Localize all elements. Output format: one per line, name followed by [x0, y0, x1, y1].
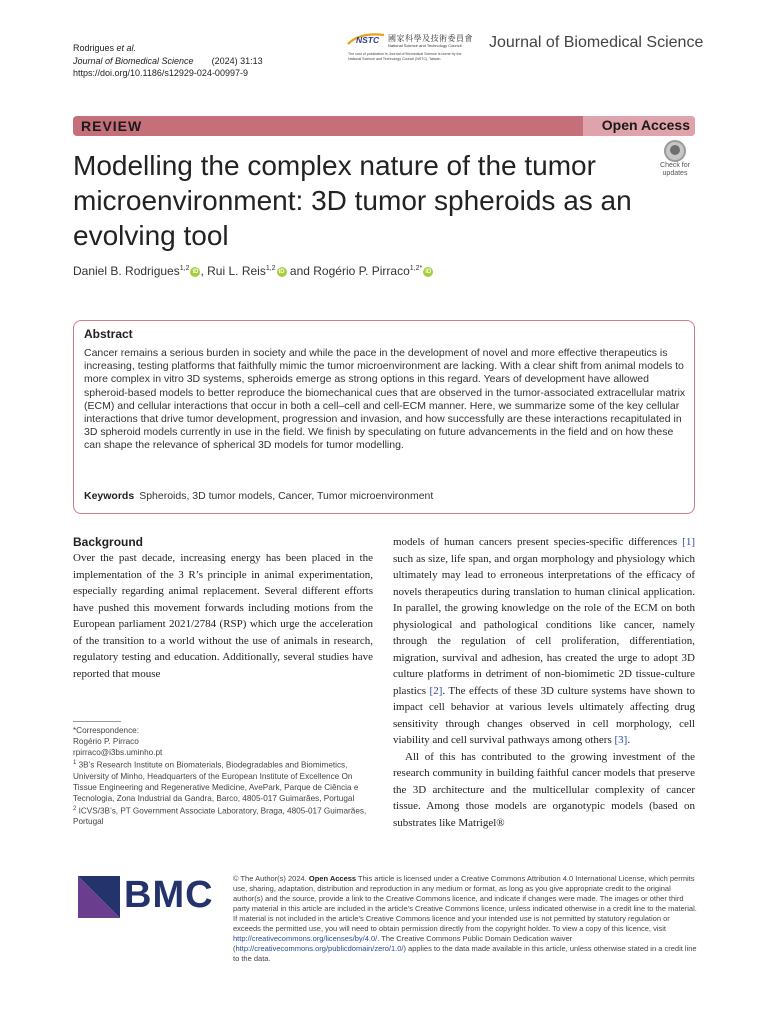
- author-separator: and: [286, 264, 314, 278]
- author-name[interactable]: Daniel B. Rodrigues: [73, 264, 180, 278]
- affiliation-2: $^2$ ICVS/3B’s, PT Government Associate Laboratory, Braga, 4805-017 Guimarães, Portugal: [73, 805, 367, 827]
- affiliation-1: $^1$ 3B’s Research Institute on Biomaterials, Biodegradables and Biomimetics, University of Minho, Headquarters of the European Institute of Excellence On Tissue Engineering and Regenerative Medicine, AvePark, Parque de Ciência e Tecnologia, Zona Industrial da Gandra, Barco, 4805-017 Guimarães, Portugal: [73, 760, 359, 803]
- author-name[interactable]: Rogério P. Pirraco: [313, 264, 410, 278]
- citation-link[interactable]: [3]: [614, 734, 628, 746]
- author-affiliation: 1,2: [265, 265, 276, 272]
- author-list: [73, 264, 433, 278]
- abstract-heading: Abstract: [84, 327, 133, 341]
- license-statement: © The Author(s) 2024. Open Access This article is licensed under a Creative Commons Attribution 4.0 International License, which permits use, sharing, adaptation, distribution and reproduction in any medium or format, as long as you give appropriate credit to the original author(s) and the source, provide a link to the Creative Commons licence, and indicate if changes were made. The images or other third party material in this article are included in the article’s Creative Commons licence, unless indicated otherwise in a credit line to the material. If material is not included in the article’s Creative Commons licence and your intended use is not permitted by statutory regulation or exceeds the permitted use, you will need to obtain permission directly from the copyright holder. To view a copy of this licence, visit http://creativecommons.org/licenses/by/4.0/. The Creative Commons Public Domain Dedication waiver (http://creativecommons.org/publicdomain/zero/1.0/) applies to the data made available in this article, unless otherwise stated in a credit line to the data.: [233, 874, 697, 963]
- et-al: et al.: [114, 43, 137, 53]
- correspondence-email[interactable]: rpirraco@i3bs.uminho.pt: [73, 748, 163, 757]
- footnote-divider: [73, 721, 121, 722]
- bmc-logo: [78, 876, 218, 918]
- article-type-label: REVIEW: [81, 118, 143, 134]
- journal-ref: Journal of Biomedical Science: [73, 55, 194, 66]
- year-volume: (2024) 31:13: [211, 55, 263, 66]
- open-access-label: Open Access: [601, 117, 690, 133]
- keywords: [84, 490, 433, 502]
- orcid-icon[interactable]: iD: [192, 268, 199, 275]
- citation-link[interactable]: [1]: [682, 536, 695, 548]
- correspondence-label: *Correspondence:: [73, 726, 139, 735]
- check-for-updates-button[interactable]: [655, 140, 695, 180]
- author-affiliation: 1,2: [179, 265, 190, 272]
- check-updates-icon: [664, 140, 686, 162]
- author-name[interactable]: Rui L. Reis: [207, 264, 266, 278]
- cc-zero-link[interactable]: http://creativecommons.org/publicdomain/zero/1.0/: [235, 944, 404, 953]
- body-paragraph: Over the past decade, increasing energy has been placed in the implementation of the 3 R’s principle in animal experimentation, especially regarding animal replacement. Several different efforts have pushed this movement forwards including motions from the European parliament 2021/2784 (RSP) which urge the acceleration of the transition to a world without the use of animals in research, regulatory testing and education. Additionally, several studies have reported that mouse: [73, 552, 373, 680]
- journal-name: Journal of Biomedical Science: [489, 34, 704, 51]
- abstract-text: Cancer remains a serious burden in society and while the pace in the development of novel and more effective therapeutics is increasing, testing platforms that faithfully mimic the tumor microenvironment are lacking. With a clear shift from animal models to more complex in vitro 3D systems, spheroids emerge as strong options in this regard. Years of development have allowed spheroid-based models to better reproduce the biomechanical cues that are observed in the tumor-associated extracellular matrix (ECM) and cellular interactions that occur in both a cell–cell and cell-ECM manner. Here, we summarize some of the key cellular interactions that drive tumor development, progression and invasion, and how successfully are these interactions recapitulated in 3D spheroid models currently in use in the field. We finish by speculating on future advancements in the field and on how these can shape the relevance of spherical 3D models for tumor modelling.: [84, 347, 686, 452]
- correspondence-footnote: [73, 725, 373, 827]
- article-title: Modelling the complex nature of the tumor microenvironment: 3D tumor spheroids as an evolving tool: [73, 150, 632, 251]
- nstc-logo: [346, 30, 474, 66]
- orcid-icon[interactable]: iD: [425, 268, 432, 275]
- body-paragraph: All of this has contributed to the growing investment of the research community in building faithful cancer models that preserve the 3D architecture and the multicellular complexity of cancer tissue. Among those models are organotypic models (based on substrates like Matrigel®: [393, 750, 695, 829]
- citation-link[interactable]: [2]: [429, 684, 443, 697]
- body-right-column: [393, 534, 695, 831]
- section-heading-background: Background: [73, 535, 144, 549]
- author-separator: ,: [200, 264, 208, 278]
- check-updates-label: Check for updates: [660, 162, 690, 177]
- nstc-abbr: NSTC: [356, 35, 380, 45]
- first-author: Rodrigues: [73, 43, 115, 53]
- nstc-chinese-name: 國家科學及技術委員會: [388, 34, 473, 43]
- doi-link[interactable]: https://doi.org/10.1186/s12929-024-00997-9: [73, 68, 248, 78]
- keywords-label: Keywords: [84, 490, 135, 502]
- bmc-wordmark: BMC: [124, 874, 214, 916]
- body-left-column: [73, 534, 373, 682]
- orcid-icon[interactable]: iD: [278, 268, 285, 275]
- bmc-square-icon: [78, 876, 120, 918]
- body-paragraph: models of human cancers present species-specific differences [1] such as size, life span, and organ morphology and physiology which ultimately may lead to erroneous interpretations of the efficacy of novels therapeutics during translation to human clinical application. In parallel, the growing knowledge on the role of the ECM on both physiological and pathological conditions like cancer, namely through the regulation of cell proliferation, differentiation, migration, survival and adhesion, has created the urge to adopt 3D culture platforms in detriment of non-biomimetic 2D tissue-culture plastics [2]. The effects of these 3D culture systems have shown to impact cell behavior at various levels ultimately affecting drug sensitivity through changes observed in cell morphology, cell viability and cell survival pathways among others [3].: [393, 536, 695, 746]
- nstc-english-name: National Science and Technology Council: [388, 43, 462, 48]
- open-access-bold: Open Access: [308, 874, 357, 883]
- author-affiliation: 1,2*: [409, 265, 423, 272]
- article-citation: [73, 42, 263, 80]
- article-type-banner: [73, 116, 695, 136]
- cc-by-link[interactable]: http://creativecommons.org/licenses/by/4.0/: [233, 934, 378, 943]
- nstc-funding-note: The cost of publication in Journal of Biomedical Science is borne by the National Science and Technology Council (NSTC), Taiwan.: [348, 52, 462, 61]
- keywords-list: Spheroids, 3D tumor models, Cancer, Tumor microenvironment: [139, 490, 434, 502]
- abstract-box: [73, 320, 695, 514]
- correspondence-name: Rogério P. Pirraco: [73, 737, 139, 746]
